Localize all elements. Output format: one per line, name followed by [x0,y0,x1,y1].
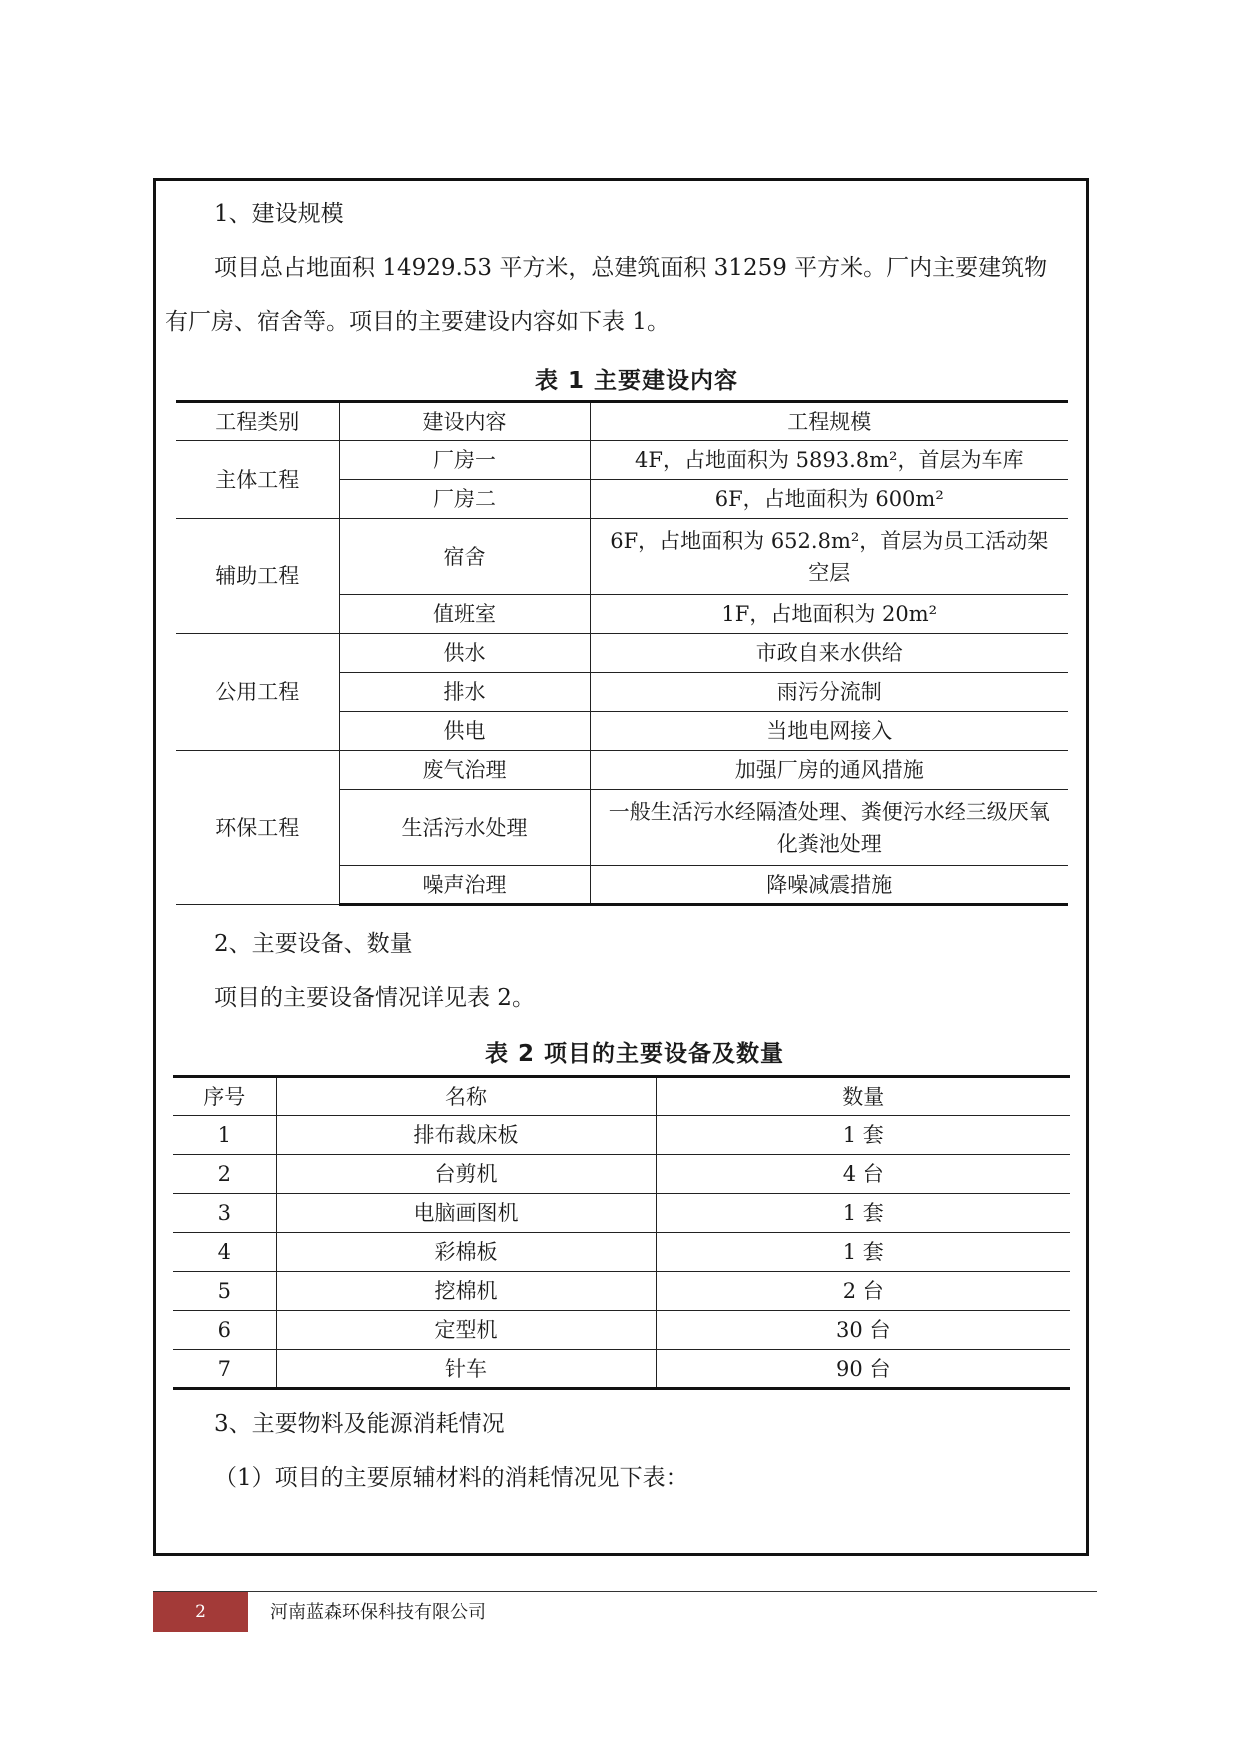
item-cell: 排水 [339,673,590,712]
item-cell: 厂房二 [339,480,590,519]
category-cell: 公用工程 [176,634,339,751]
scale-cell: 雨污分流制 [590,673,1068,712]
item-cell: 噪声治理 [339,866,590,905]
section1-para-line2: 有厂房、宿舍等。项目的主要建设内容如下表 1。 [165,309,670,335]
quantity-cell: 1 套 [656,1116,1070,1155]
scale-cell: 6F，占地面积为 600m² [590,480,1068,519]
index-cell: 7 [173,1350,276,1389]
table-row [173,1116,1070,1155]
scale-cell: 市政自来水供给 [590,634,1068,673]
table-row [176,441,1068,480]
index-cell: 6 [173,1311,276,1350]
section2-heading: 2、主要设备、数量 [214,931,413,957]
scale-cell: 一般生活污水经隔渣处理、粪便污水经三级厌氧化粪池处理 [590,790,1068,866]
scale-cell: 1F，占地面积为 20m² [590,595,1068,634]
item-cell: 宿舍 [339,519,590,595]
scale-cell: 6F，占地面积为 652.8m²，首层为员工活动架空层 [590,519,1068,595]
scale-cell: 降噪减震措施 [590,866,1068,905]
table-header-row [176,402,1068,441]
item-cell: 供水 [339,634,590,673]
index-cell: 2 [173,1155,276,1194]
table-row [176,519,1068,595]
table-row [173,1233,1070,1272]
quantity-cell: 2 台 [656,1272,1070,1311]
scale-cell: 加强厂房的通风措施 [590,751,1068,790]
section1-heading: 1、建设规模 [214,201,344,227]
name-cell: 台剪机 [276,1155,656,1194]
table-row [176,634,1068,673]
name-cell: 挖棉机 [276,1272,656,1311]
table-row [173,1272,1070,1311]
col-header-item: 建设内容 [339,402,590,441]
name-cell: 针车 [276,1350,656,1389]
footer-divider [153,1591,1097,1592]
col-header-scale: 工程规模 [590,402,1068,441]
section1-para-line1: 项目总占地面积 14929.53 平方米，总建筑面积 31259 平方米。厂内主要建筑物 [214,255,1048,281]
table-row [173,1194,1070,1233]
page-number: 2 [153,1592,248,1632]
col-header-name: 名称 [276,1077,656,1116]
scale-cell: 4F，占地面积为 5893.8m²，首层为车库 [590,441,1068,480]
index-cell: 3 [173,1194,276,1233]
name-cell: 彩棉板 [276,1233,656,1272]
index-cell: 5 [173,1272,276,1311]
item-cell: 值班室 [339,595,590,634]
item-cell: 厂房一 [339,441,590,480]
name-cell: 排布裁床板 [276,1116,656,1155]
table2 [173,1075,1070,1390]
col-header-index: 序号 [173,1077,276,1116]
name-cell: 电脑画图机 [276,1194,656,1233]
item-cell: 废气治理 [339,751,590,790]
table1-caption: 表 1 主要建设内容 [535,368,739,394]
table-row [173,1155,1070,1194]
section3-heading: 3、主要物料及能源消耗情况 [214,1411,505,1437]
index-cell: 4 [173,1233,276,1272]
table-header-row [173,1077,1070,1116]
col-header-quantity: 数量 [656,1077,1070,1116]
quantity-cell: 1 套 [656,1233,1070,1272]
category-cell: 主体工程 [176,441,339,519]
scale-cell: 当地电网接入 [590,712,1068,751]
item-cell: 生活污水处理 [339,790,590,866]
company-name: 河南蓝森环保科技有限公司 [270,1602,486,1623]
category-cell: 环保工程 [176,751,339,905]
quantity-cell: 30 台 [656,1311,1070,1350]
table-row [176,751,1068,790]
table1 [176,400,1068,906]
quantity-cell: 90 台 [656,1350,1070,1389]
item-cell: 供电 [339,712,590,751]
section2-para: 项目的主要设备情况详见表 2。 [214,985,535,1011]
section3-sub: （1）项目的主要原辅材料的消耗情况见下表： [214,1465,689,1491]
index-cell: 1 [173,1116,276,1155]
quantity-cell: 4 台 [656,1155,1070,1194]
table-row [173,1311,1070,1350]
table2-caption: 表 2 项目的主要设备及数量 [485,1041,785,1067]
quantity-cell: 1 套 [656,1194,1070,1233]
table-row [173,1350,1070,1389]
col-header-category: 工程类别 [176,402,339,441]
name-cell: 定型机 [276,1311,656,1350]
category-cell: 辅助工程 [176,519,339,634]
